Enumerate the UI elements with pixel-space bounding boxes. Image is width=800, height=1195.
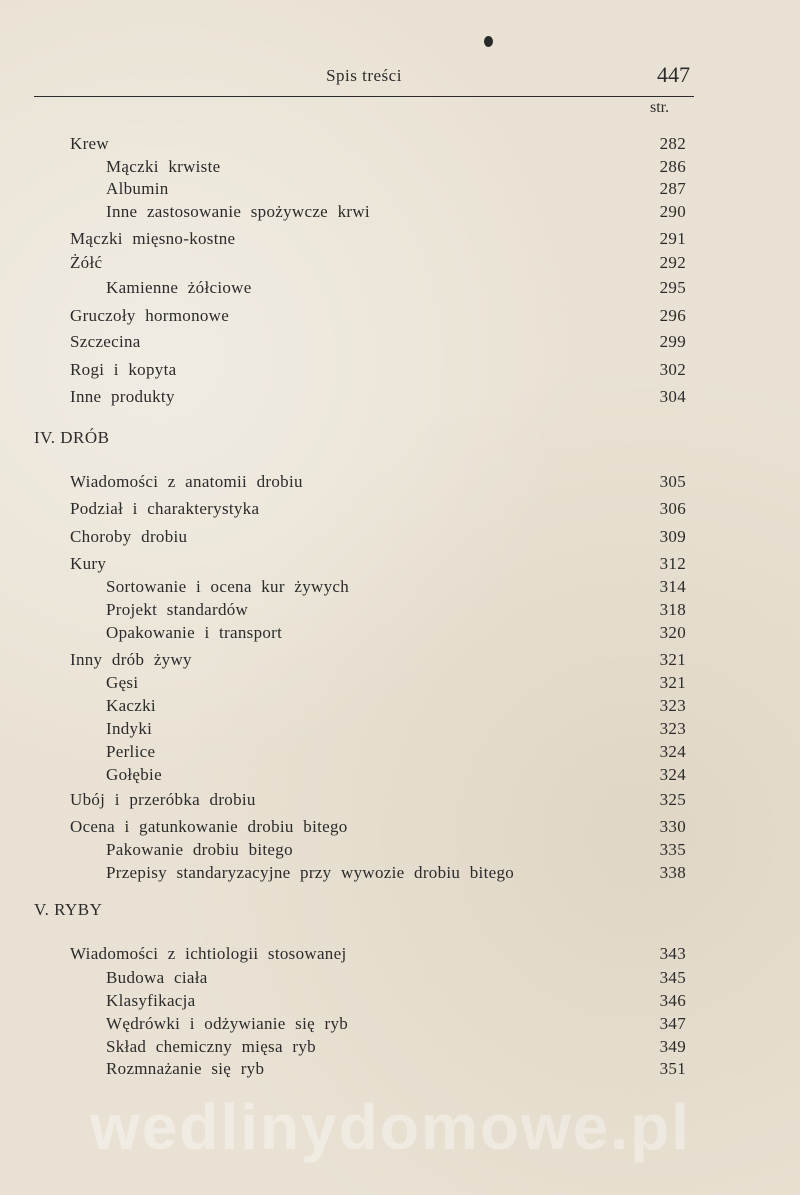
toc-entry-page: 323 (659, 719, 686, 738)
toc-entry-label: Sortowanie i ocena kur żywych (106, 577, 350, 596)
toc-entry-page: 351 (659, 1059, 686, 1078)
toc-entry-page: 325 (659, 790, 686, 809)
toc-entry-page: 296 (659, 306, 686, 325)
toc-entry-label: Podział i charakterystyka (70, 499, 260, 518)
toc-entry (106, 695, 694, 717)
toc-entry-label: Perlice (106, 742, 156, 761)
toc-entry-page: 304 (659, 387, 686, 406)
dot-leader (282, 718, 644, 740)
toc-entry-page: 343 (659, 944, 686, 963)
dot-leader (278, 386, 644, 408)
toc-entry (106, 156, 694, 178)
toc-entry (70, 359, 694, 381)
dot-leader (294, 649, 644, 671)
dot-leader (456, 839, 644, 861)
page-header (34, 62, 694, 97)
toc-entry-label: Krew (70, 134, 109, 153)
toc-entry-page: 290 (659, 202, 686, 221)
dot-leader (294, 526, 644, 548)
dot-leader (190, 553, 644, 575)
toc-entry (106, 201, 694, 223)
toc-entry-page: 286 (659, 157, 686, 176)
toc-entry-page: 345 (659, 968, 686, 987)
toc-entry-page: 314 (659, 577, 686, 596)
toc-entry (106, 741, 694, 763)
toc-entry-page: 282 (659, 134, 686, 153)
toc-entry (106, 839, 694, 861)
toc-entry (106, 178, 694, 200)
toc-entry (70, 816, 694, 838)
toc-entry-page: 330 (659, 817, 686, 836)
toc-entry-page: 305 (659, 472, 686, 491)
toc-entry (106, 672, 694, 694)
toc-entry-label: Opakowanie i transport (106, 623, 283, 642)
dot-leader (424, 471, 644, 493)
dot-leader (360, 1036, 644, 1058)
ink-spot (484, 36, 493, 47)
toc-entry-label: Rogi i kopyta (70, 360, 177, 379)
toc-entry-label: Mączki mięsno-kostne (70, 229, 236, 248)
toc-entry (70, 498, 694, 520)
dot-leader (404, 277, 644, 299)
toc-entry-page: 347 (659, 1014, 686, 1033)
dot-leader (186, 133, 644, 155)
watermark: wedlinydomowe.pl (90, 1091, 691, 1163)
toc-entry-label: Indyki (106, 719, 153, 738)
toc-entry (70, 252, 694, 274)
dot-leader (434, 622, 644, 644)
toc-entry (106, 599, 694, 621)
dot-leader (304, 178, 644, 200)
toc-entry (106, 967, 694, 989)
toc-entry-label: Mączki krwiste (106, 157, 221, 176)
toc-entry (106, 990, 694, 1012)
section-title: V. RYBY (34, 900, 103, 919)
toc-entry-label: Budowa ciała (106, 968, 208, 987)
toc-entry-label: Gruczoły hormonowe (70, 306, 230, 325)
toc-entry-page: 292 (659, 253, 686, 272)
dot-leader (600, 862, 644, 884)
dot-leader (344, 156, 644, 178)
toc-entry (70, 789, 694, 811)
toc-entry (106, 862, 694, 884)
toc-entry-page: 346 (659, 991, 686, 1010)
toc-entry (70, 526, 694, 548)
toc-entry-label: Przepisy standaryzacyjne przy wywozie drobiu bitego (106, 863, 515, 882)
dot-leader (400, 498, 644, 520)
dot-leader (254, 990, 644, 1012)
dot-leader (374, 789, 644, 811)
dot-leader (484, 816, 644, 838)
dot-leader (374, 228, 644, 250)
toc-entry-page: 335 (659, 840, 686, 859)
dot-leader (490, 943, 644, 965)
toc-entry-label: Wędrówki i odżywianie się ryb (106, 1014, 349, 1033)
toc-entry-page: 321 (659, 650, 686, 669)
toc-entry-label: Projekt standardów (106, 600, 249, 619)
toc-entry-label: Inny drób żywy (70, 650, 192, 669)
toc-entry (70, 305, 694, 327)
toc-entry (70, 471, 694, 493)
toc-entry-label: Kamienne żółciowe (106, 278, 252, 297)
toc-entry-label: Skład chemiczny mięsa ryb (106, 1037, 316, 1056)
dot-leader (340, 305, 644, 327)
toc-entry-label: Ubój i przeróbka drobiu (70, 790, 256, 809)
toc-entry (106, 1036, 694, 1058)
dot-leader (256, 331, 644, 353)
toc-entry (106, 622, 694, 644)
toc-entry-page: 306 (659, 499, 686, 518)
toc-entry-label: Choroby drobiu (70, 527, 188, 546)
dot-leader (168, 252, 644, 274)
toc-entry (70, 943, 694, 965)
toc-entry-label: Kury (70, 554, 107, 573)
toc-entry-label: Gęsi (106, 673, 139, 692)
toc-entry-label: Pakowanie drobiu bitego (106, 840, 293, 859)
toc-entry-label: Kaczki (106, 696, 156, 715)
dot-leader (290, 764, 644, 786)
toc-entry-label: Klasyfikacja (106, 991, 196, 1010)
dot-leader (282, 741, 644, 763)
toc-entry-label: Rozmnażanie się ryb (106, 1059, 265, 1078)
toc-entry (70, 331, 694, 353)
page-number: 447 (657, 62, 690, 87)
toc-entry (106, 576, 694, 598)
toc-entry-page: 338 (659, 863, 686, 882)
section-title: IV. DRÓB (34, 428, 110, 447)
toc-entry-page: 321 (659, 673, 686, 692)
dot-leader (278, 359, 644, 381)
dot-leader (260, 672, 644, 694)
toc-entry (106, 764, 694, 786)
toc-entry-label: Gołębie (106, 765, 162, 784)
toc-entry (70, 133, 694, 155)
dot-leader (526, 201, 644, 223)
toc-entry-page: 323 (659, 696, 686, 715)
toc-entry-page: 320 (659, 623, 686, 642)
toc-entry (106, 1058, 694, 1080)
toc-entry-label: Albumin (106, 179, 169, 198)
toc-entry (70, 553, 694, 575)
dot-leader (400, 1013, 644, 1035)
toc-entry-page: 295 (659, 278, 686, 297)
toc-entry-page: 349 (659, 1037, 686, 1056)
toc-entry (70, 228, 694, 250)
toc-entry-label: Żółć (70, 253, 103, 272)
toc-entry-label: Wiadomości z ichtiologii stosowanej (70, 944, 347, 963)
toc-entry-page: 299 (659, 332, 686, 351)
toc-entry-label: Inne produkty (70, 387, 175, 406)
page-column-label: str. (650, 99, 670, 116)
toc-entry-page: 312 (659, 554, 686, 573)
toc-entry (70, 386, 694, 408)
dot-leader (426, 599, 644, 621)
toc-entry (106, 1013, 694, 1035)
toc-entry-label: Wiadomości z anatomii drobiu (70, 472, 303, 491)
toc-entry (70, 649, 694, 671)
toc-entry-page: 302 (659, 360, 686, 379)
toc-entry-page: 324 (659, 765, 686, 784)
dot-leader (280, 695, 644, 717)
toc-entry-page: 324 (659, 742, 686, 761)
page-title: Spis treści (326, 66, 402, 85)
toc-entry-page: 291 (659, 229, 686, 248)
toc-entry (106, 718, 694, 740)
dot-leader (328, 1058, 644, 1080)
dot-leader (510, 576, 644, 598)
toc-entry-page: 309 (659, 527, 686, 546)
toc-entry-label: Ocena i gatunkowanie drobiu bitego (70, 817, 348, 836)
toc-entry (106, 277, 694, 299)
toc-entry-label: Szczecina (70, 332, 141, 351)
toc-entry-label: Inne zastosowanie spożywcze krwi (106, 202, 370, 221)
dot-leader (274, 967, 644, 989)
toc-entry-page: 318 (659, 600, 686, 619)
toc-entry-page: 287 (659, 179, 686, 198)
